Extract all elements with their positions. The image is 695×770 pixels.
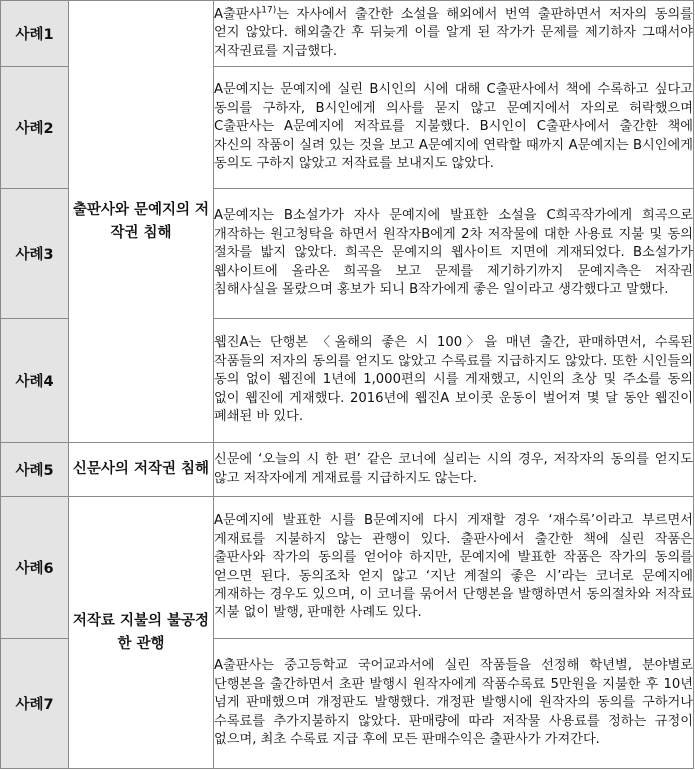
case-label: 사례1	[1, 1, 69, 67]
case-description: 신문에 ‘오늘의 시 한 편’ 같은 코너에 실리는 시의 경우, 저작자의 동의를 얻지도 않고 저작자에게 게재료를 지급하지도 않는다.	[214, 443, 694, 497]
table-row	[1, 443, 694, 497]
case-label: 사례4	[1, 319, 69, 443]
case-description: A문예지는 B소설가가 자사 문예지에 발표한 소설을 C희곡작가에게 희곡으로 개작하는 원고청탁을 하면서 원작자B에게 2차 저작물에 대한 사용료 지불 및 동의 절차를 밟지 않았다. 희곡은 문예지의 웹사이트 지면에 게재되었다. B소설가가 웹사이트에 올라온 희곡을 보고 문제를 제기하기까지 문예지측은 저작권 침해사실을 몰랐으며 홍보가 되니 B작가에게 좋은 일이라고 생각했다고 말했다.	[214, 189, 694, 319]
category-cell: 저작료 지불의 불공정한 관행	[69, 497, 214, 769]
case-text-continued: 는 자사에서 출간한 소설을 해외에서 번역 출판하면서 저자의 동의를 얻지 않았다. 해외출간 후 뒤늦게 이를 알게 된 작가가 문제를 제기하자 그때서야 저작권료를 지급했다.	[214, 6, 693, 59]
case-label: 사례5	[1, 443, 69, 497]
case-description: A출판사는 중고등학교 국어교과서에 실린 작품들을 선정해 학년별, 분야별로 단행본을 출간하면서 초판 발행시 원작자에게 작품수록료 5만원을 지불한 후 10년 넘게 판매했으며 개정판도 발행했다. 개정판 발행시에 원작자의 동의를 구하거나 수록료를 추가지불하지 않았다. 판매량에 따라 저작물 사용료를 정하는 규정이 없으며, 최초 수록료 지급 후에 모든 판매수익은 출판사가 가져간다.	[214, 639, 694, 769]
case-description: A문예지에 발표한 시를 B문예지에 다시 게재할 경우 ‘재수록’이라고 부르면서 게재료를 지불하지 않는 관행이 있다. 출판사에서 출간한 책에 실린 작품은 출판사와 작가의 동의를 얻어야 하지만, 문예지에 발표한 작품은 작가의 동의를 얻으면 된다. 동의조차 얻지 않고 ‘지난 계절의 좋은 시’라는 코너로 문예지에 게재하는 경우도 있으며, 이 코너를 묶어서 단행본을 발행하면서 동의절차와 저작료 지불 없이 발행, 판매한 사례도 있다.	[214, 497, 694, 639]
case-description	[214, 1, 694, 67]
case-label: 사례3	[1, 189, 69, 319]
case-description: 웹진A는 단행본 〈올해의 좋은 시 100〉을 매년 출간, 판매하면서, 수록된 작품들의 저자의 동의를 얻지도 않았고 수록료를 지급하지도 않았다. 또한 시인들의 동의 없이 웹진에 1년에 1,000편의 시를 게재했고, 시인의 초상 및 주소를 동의 없이 웹진에 게재했다. 2016년에 웹진A 보이콧 운동이 벌어져 몇 달 동안 웹진이 폐쇄된 바 있다.	[214, 319, 694, 443]
category-cell: 출판사와 문예지의 저작권 침해	[69, 1, 214, 443]
case-text: A출판사	[214, 6, 262, 22]
case-label: 사례7	[1, 639, 69, 769]
footnote-marker: 17)	[261, 5, 277, 16]
case-description: A문예지는 문예지에 실린 B시인의 시에 대해 C출판사에서 책에 수록하고 싶다고 동의를 구하자, B시인에게 의사를 묻지 않고 문예지에서 자의로 허락했으며 C출판사는 A문예지에 저작료를 지불했다. B시인이 C출판사에서 출간한 책에 자신의 작품이 실려 있는 것을 보고 A문예지에 연락할 때까지 A문예지는 B시인에게 동의도 구하지 않았고 저작료를 보내지도 않았다.	[214, 67, 694, 189]
table-row	[1, 1, 694, 67]
case-label: 사례2	[1, 67, 69, 189]
table-row	[1, 497, 694, 639]
case-label: 사례6	[1, 497, 69, 639]
category-cell: 신문사의 저작권 침해	[69, 443, 214, 497]
